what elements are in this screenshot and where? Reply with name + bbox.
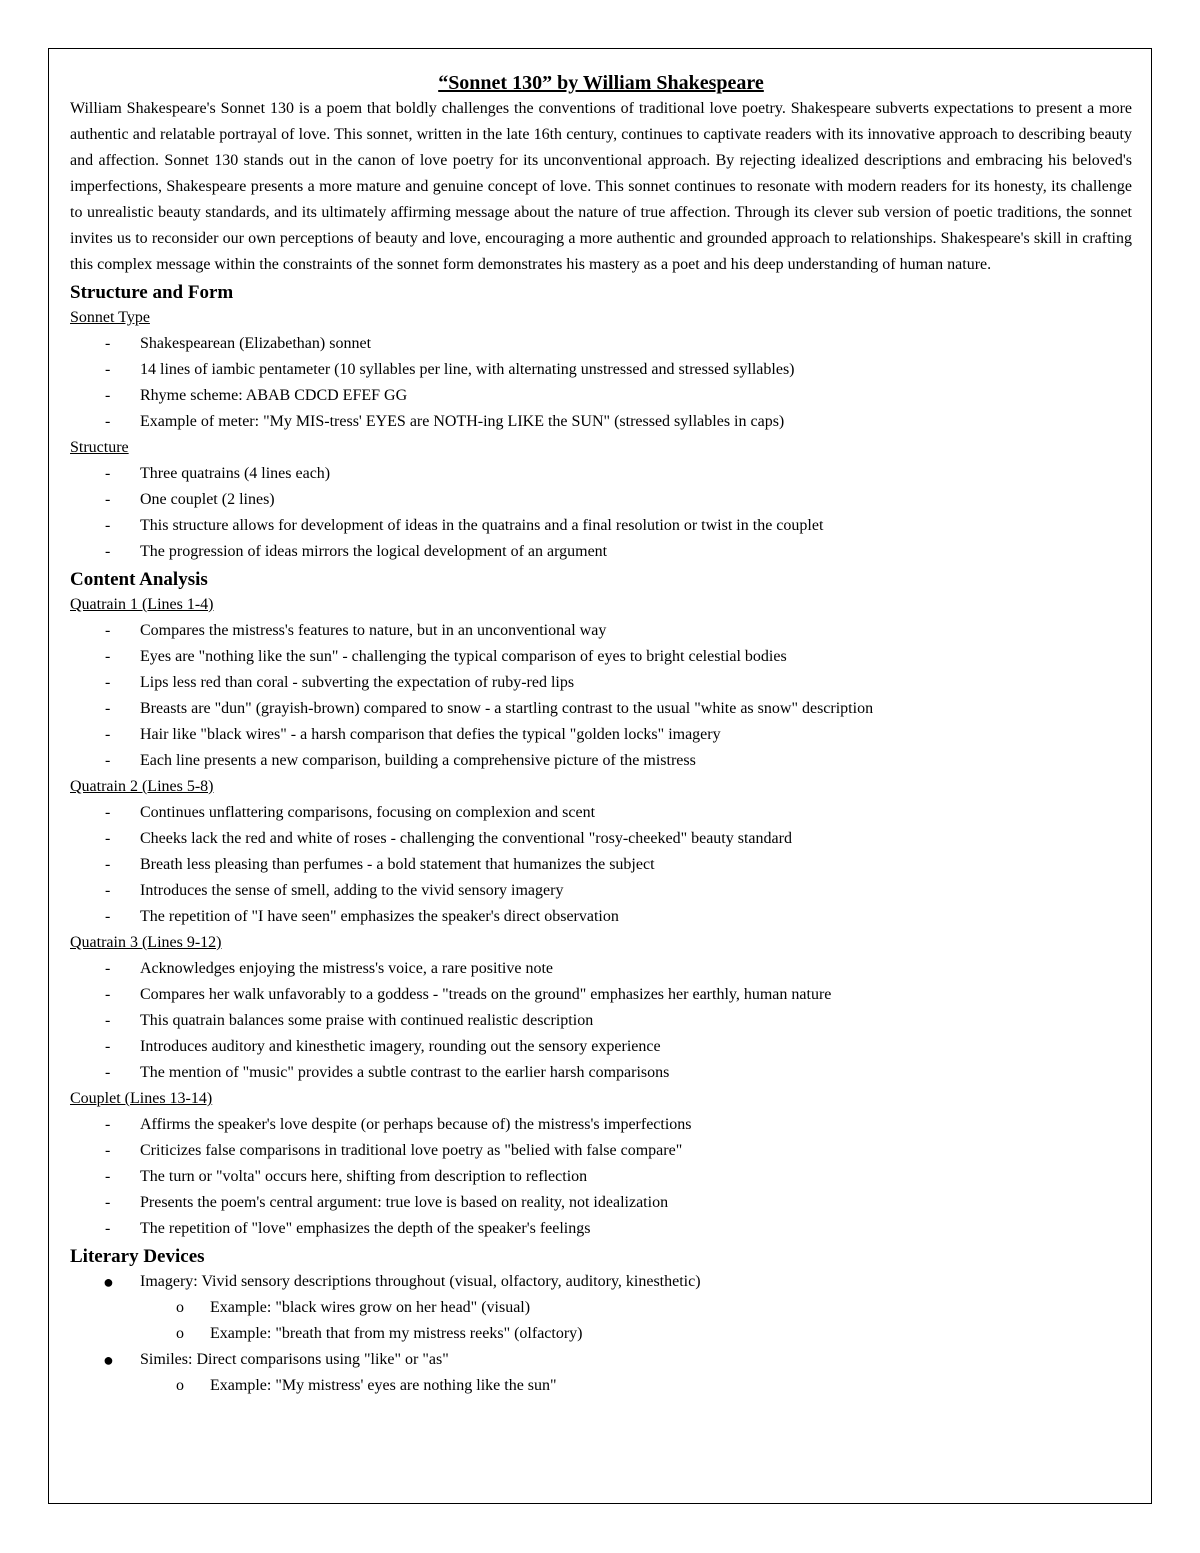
list-item: - The mention of "music" provides a subtle contrast to the earlier harsh comparisons xyxy=(70,1060,1132,1086)
heading-structure-and-form: Structure and Form xyxy=(70,282,234,303)
list-item: - Each line presents a new comparison, building a comprehensive picture of the mistress xyxy=(70,748,1132,774)
dash-marker: - xyxy=(105,856,111,873)
dash-marker: - xyxy=(105,1142,111,1159)
list-item: - Affirms the speaker's love despite (or perhaps because of) the mistress's imperfections xyxy=(70,1112,1132,1138)
list-item: - The progression of ideas mirrors the logical development of an argument xyxy=(70,539,1132,565)
quatrain-2-list xyxy=(70,800,1132,930)
dash-marker: - xyxy=(105,387,111,404)
subheading-quatrain-1: Quatrain 1 (Lines 1-4) xyxy=(70,596,214,613)
heading-literary-devices: Literary Devices xyxy=(70,1246,205,1267)
document-body xyxy=(70,70,1132,1399)
subheading-couplet: Couplet (Lines 13-14) xyxy=(70,1090,213,1107)
list-item: - Compares the mistress's features to nature, but in an unconventional way xyxy=(70,618,1132,644)
list-item: - This quatrain balances some praise with continued realistic description xyxy=(70,1008,1132,1034)
dash-marker: - xyxy=(105,1012,111,1029)
list-item: - Breath less pleasing than perfumes - a bold statement that humanizes the subject xyxy=(70,852,1132,878)
subheading-quatrain-3: Quatrain 3 (Lines 9-12) xyxy=(70,934,222,951)
dash-marker: - xyxy=(105,830,111,847)
dash-marker: - xyxy=(105,622,111,639)
list-item: - The turn or "volta" occurs here, shifting from description to reflection xyxy=(70,1164,1132,1190)
dash-marker: - xyxy=(105,1116,111,1133)
dash-marker: - xyxy=(105,1064,111,1081)
heading-content-analysis: Content Analysis xyxy=(70,569,208,590)
dash-marker: - xyxy=(105,726,111,743)
sub-bullet-marker: o xyxy=(176,1377,184,1394)
list-item-imagery: ● Imagery: Vivid sensory descriptions throughout (visual, olfactory, auditory, kinesthetic) o Example: "black wires grow on her head" (visual) o Example: "breath that from my mistress reeks" (olfactory) xyxy=(70,1269,1132,1347)
list-item: - The repetition of "I have seen" emphasizes the speaker's direct observation xyxy=(70,904,1132,930)
dash-marker: - xyxy=(105,543,111,560)
list-item: - Rhyme scheme: ABAB CDCD EFEF GG xyxy=(70,383,1132,409)
subheading-sonnet-type: Sonnet Type xyxy=(70,309,150,326)
dash-marker: - xyxy=(105,1194,111,1211)
intro-paragraph: William Shakespeare's Sonnet 130 is a poem that boldly challenges the conventions of traditional love poetry. Shakespeare subverts expectations to present a more authentic and relatable portrayal of love. This sonnet, written in the late 16th century, continues to captivate readers with its innovative approach to describing beauty and affection. Sonnet 130 stands out in the canon of love poetry for its unconventional approach. By rejecting idealized descriptions and embracing his beloved's imperfections, Shakespeare presents a more mature and genuine concept of love. This sonnet continues to resonate with modern readers for its honesty, its challenge to unrealistic beauty standards, and its ultimately affirming message about the nature of true affection. Through its clever sub version of poetic traditions, the sonnet invites us to reconsider our own perceptions of beauty and love, encouraging a more authentic and grounded approach to relationships. Shakespeare's skill in crafting this complex message within the constraints of the sonnet form demonstrates his mastery as a poet and his deep understanding of human nature. xyxy=(70,100,1132,273)
list-item: - Example of meter: "My MIS-tress' EYES are NOTH-ing LIKE the SUN" (stressed syllables in caps) xyxy=(70,409,1132,435)
dash-marker: - xyxy=(105,674,111,691)
couplet-list xyxy=(70,1112,1132,1242)
dash-marker: - xyxy=(105,491,111,508)
list-item: - Three quatrains (4 lines each) xyxy=(70,461,1132,487)
list-item: - Acknowledges enjoying the mistress's voice, a rare positive note xyxy=(70,956,1132,982)
sub-bullet-marker: o xyxy=(176,1325,184,1342)
dash-marker: - xyxy=(105,413,111,430)
structure-list xyxy=(70,461,1132,565)
dash-marker: - xyxy=(105,517,111,534)
dash-marker: - xyxy=(105,361,111,378)
sub-bullet-marker: o xyxy=(176,1299,184,1316)
dash-marker: - xyxy=(105,335,111,352)
dash-marker: - xyxy=(105,700,111,717)
dash-marker: - xyxy=(105,908,111,925)
list-item: - Introduces auditory and kinesthetic imagery, rounding out the sensory experience xyxy=(70,1034,1132,1060)
dash-marker: - xyxy=(105,648,111,665)
list-item: - Criticizes false comparisons in traditional love poetry as "belied with false compare" xyxy=(70,1138,1132,1164)
list-item: - Cheeks lack the red and white of roses - challenging the conventional "rosy-cheeked" beauty standard xyxy=(70,826,1132,852)
sonnet-type-list xyxy=(70,331,1132,435)
list-item: - Presents the poem's central argument: true love is based on reality, not idealization xyxy=(70,1190,1132,1216)
list-item: - Lips less red than coral - subverting the expectation of ruby-red lips xyxy=(70,670,1132,696)
list-item: - Breasts are "dun" (grayish-brown) compared to snow - a startling contrast to the usual "white as snow" description xyxy=(70,696,1132,722)
list-item: - One couplet (2 lines) xyxy=(70,487,1132,513)
subheading-structure: Structure xyxy=(70,439,129,456)
list-item: o Example: "breath that from my mistress reeks" (olfactory) xyxy=(140,1321,1132,1347)
literary-devices-list xyxy=(70,1269,1132,1399)
imagery-examples xyxy=(140,1295,1132,1347)
list-item: o Example: "My mistress' eyes are nothing like the sun" xyxy=(140,1373,1132,1399)
dash-marker: - xyxy=(105,882,111,899)
dash-marker: - xyxy=(105,465,111,482)
document-title: “Sonnet 130” by William Shakespeare xyxy=(438,72,764,94)
list-item: - The repetition of "love" emphasizes the depth of the speaker's feelings xyxy=(70,1216,1132,1242)
list-item: - Introduces the sense of smell, adding to the vivid sensory imagery xyxy=(70,878,1132,904)
list-item: - Eyes are "nothing like the sun" - challenging the typical comparison of eyes to bright celestial bodies xyxy=(70,644,1132,670)
quatrain-1-list xyxy=(70,618,1132,774)
list-item: - Shakespearean (Elizabethan) sonnet xyxy=(70,331,1132,357)
list-item: - This structure allows for development of ideas in the quatrains and a final resolution or twist in the couplet xyxy=(70,513,1132,539)
dash-marker: - xyxy=(105,804,111,821)
dash-marker: - xyxy=(105,1220,111,1237)
bullet-marker: ● xyxy=(103,1272,114,1292)
list-item-similes: ● Similes: Direct comparisons using "like" or "as" o Example: "My mistress' eyes are nothing like the sun" xyxy=(70,1347,1132,1399)
subheading-quatrain-2: Quatrain 2 (Lines 5-8) xyxy=(70,778,214,795)
list-item: - Compares her walk unfavorably to a goddess - "treads on the ground" emphasizes her earthly, human nature xyxy=(70,982,1132,1008)
list-item: - Hair like "black wires" - a harsh comparison that defies the typical "golden locks" imagery xyxy=(70,722,1132,748)
dash-marker: - xyxy=(105,986,111,1003)
dash-marker: - xyxy=(105,1038,111,1055)
dash-marker: - xyxy=(105,752,111,769)
quatrain-3-list xyxy=(70,956,1132,1086)
similes-examples xyxy=(140,1373,1132,1399)
dash-marker: - xyxy=(105,960,111,977)
dash-marker: - xyxy=(105,1168,111,1185)
list-item: - Continues unflattering comparisons, focusing on complexion and scent xyxy=(70,800,1132,826)
list-item: - 14 lines of iambic pentameter (10 syllables per line, with alternating unstressed and stressed syllables) xyxy=(70,357,1132,383)
list-item: o Example: "black wires grow on her head" (visual) xyxy=(140,1295,1132,1321)
bullet-marker: ● xyxy=(103,1350,114,1370)
